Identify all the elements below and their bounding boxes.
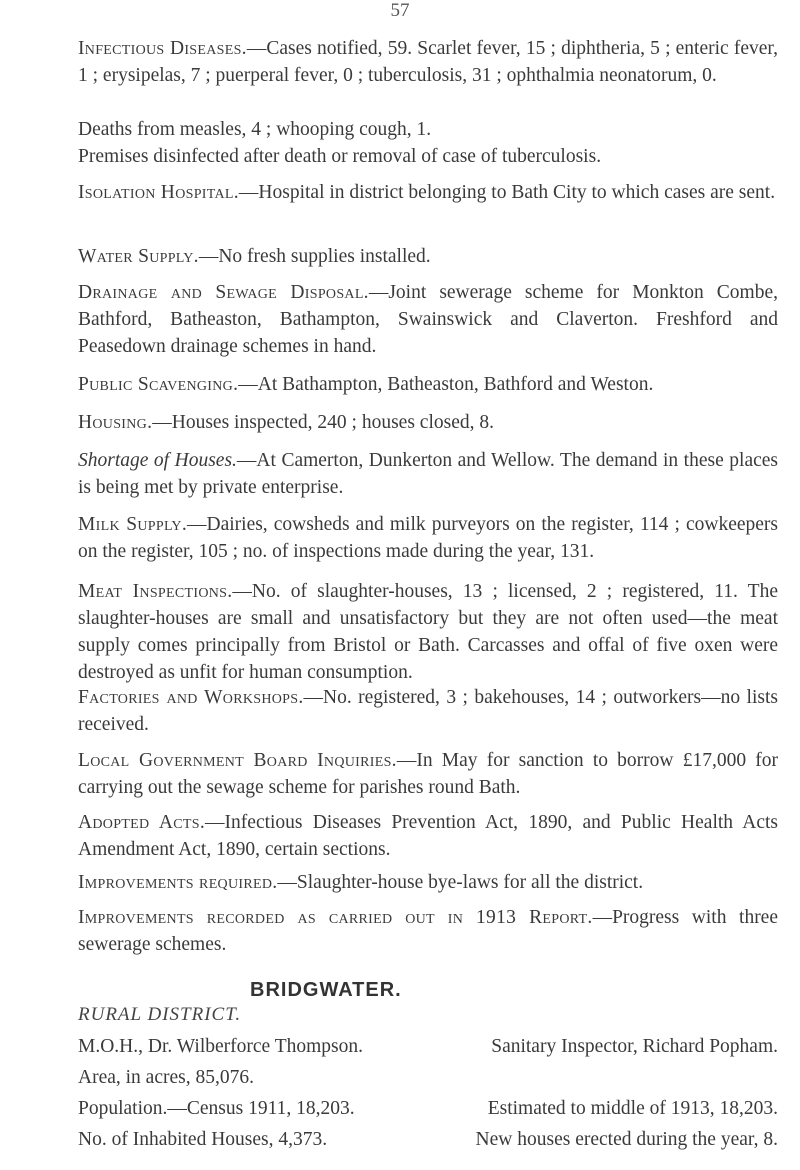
paragraph-factories: Factories and Workshops.—No. registered, 3 ; bakehouses, 14 ; outworkers—no lists received. — [78, 687, 778, 735]
medical-officer: M.O.H., Dr. Wilberforce Thompson. — [78, 1036, 363, 1057]
text-water-supply: No fresh supplies installed. — [218, 246, 431, 267]
heading-isolation-hospital: Isolation Hospital. — [78, 182, 239, 203]
text-shortage-of-houses: At Camerton, Dunkerton and Wellow. The demand in these places is being met by private enterprise. — [78, 450, 778, 498]
paragraph-public-scavenging: Public Scavenging.—At Bathampton, Batheaston, Bathford and Weston. — [78, 374, 654, 395]
text-improvements-recorded: Progress with three sewerage schemes. — [78, 907, 778, 955]
text-drainage: Joint sewerage scheme for Monkton Combe, Bathford, Batheaston, Bathampton, Swainswick and Claverton. Freshford and Peasedown drainage schemes in hand. — [78, 282, 778, 357]
inhabited-houses: No. of Inhabited Houses, 4,373. — [78, 1129, 328, 1150]
paragraph-lgb-inquiries: Local Government Board Inquiries.—In May for sanction to borrow £17,000 for carrying out the sewage scheme for parishes round Bath. — [78, 750, 778, 798]
paragraph-meat-inspections: Meat Inspections.—No. of slaughter-houses, 13 ; licensed, 2 ; registered, 11. The slaughter-houses are small and unsatisfactory but they are not often used—the meat supply comes principally from Bristol or Bath. Carcasses and offal of five oxen were destroyed as unfit for human consumption. — [78, 581, 778, 683]
heading-housing: Housing. — [78, 412, 153, 433]
text-housing: Houses inspected, 240 ; houses closed, 8. — [171, 412, 494, 433]
houses-row — [78, 1126, 778, 1153]
heading-drainage: Drainage and Sewage Disposal. — [78, 282, 369, 303]
paragraph-shortage-of-houses: Shortage of Houses.—At Camerton, Dunkerton and Wellow. The demand in these places is being met by private enterprise. — [78, 450, 778, 498]
population-census: Population.—Census 1911, 18,203. — [78, 1098, 355, 1119]
text-premises: Premises disinfected after death or removal of case of tuberculosis. — [78, 146, 602, 167]
paragraph-milk-supply: Milk Supply.—Dairies, cowsheds and milk purveyors on the register, 114 ; cowkeepers on the register, 105 ; no. of inspections made during the year, 131. — [78, 514, 778, 562]
text-isolation-hospital: Hospital in district belonging to Bath City to which cases are sent. — [258, 182, 776, 203]
paragraph-infectious-diseases: Infectious Diseases.—Cases notified, 59. Scarlet fever, 15 ; diphtheria, 5 ; enteric fever, 1 ; erysipelas, 7 ; puerperal fever, 0 ; tuberculosis, 31 ; ophthalmia neonatorum, 0. — [78, 38, 778, 86]
paragraph-improvements-recorded: Improvements recorded as carried out in 1913 Report.—Progress with three sewerage schemes. — [78, 907, 778, 955]
population-row — [78, 1095, 778, 1122]
text-meat-inspections: No. of slaughter-houses, 13 ; licensed, 2 ; registered, 11. The slaughter-houses are small and unsatisfactory but they are not often used—the meat supply comes principally from Bristol or Bath. Carcasses and offal of five oxen were destroyed as unfit for human consumption. — [78, 581, 778, 683]
heading-adopted-acts: Adopted Acts. — [78, 812, 206, 833]
page-number: 57 — [390, 0, 410, 21]
area-text: Area, in acres, 85,076. — [78, 1067, 254, 1088]
heading-improvements-recorded: Improvements recorded as carried out in 1913 Report. — [78, 907, 593, 928]
paragraph-water-supply: Water Supply.—No fresh supplies installed. — [78, 246, 431, 267]
text-milk-supply: Dairies, cowsheds and milk purveyors on the register, 114 ; cowkeepers on the register, 105 ; no. of inspections made during the year, 131. — [78, 514, 778, 562]
text-lgb-inquiries: In May for sanction to borrow £17,000 for carrying out the sewage scheme for parishes round Bath. — [78, 750, 778, 798]
text-infectious-diseases: Cases notified, 59. Scarlet fever, 15 ; diphtheria, 5 ; enteric fever, 1 ; erysipelas, 7 ; puerperal fever, 0 ; tuberculosis, 31 ; ophthalmia neonatorum, 0. — [78, 38, 778, 86]
heading-meat-inspections: Meat Inspections. — [78, 581, 233, 602]
sanitary-inspector: Sanitary Inspector, Richard Popham. — [491, 1036, 778, 1057]
heading-factories: Factories and Workshops. — [78, 687, 304, 708]
heading-infectious-diseases: Infectious Diseases. — [78, 38, 247, 59]
text-improvements-required: Slaughter-house bye-laws for all the district. — [296, 872, 644, 893]
section-district-heading: RURAL DISTRICT. — [78, 1004, 242, 1025]
heading-lgb-inquiries: Local Government Board Inquiries. — [78, 750, 397, 771]
new-houses: New houses erected during the year, 8. — [475, 1129, 778, 1150]
heading-shortage-of-houses: Shortage of Houses. — [78, 450, 237, 471]
text-adopted-acts: Infectious Diseases Prevention Act, 1890, and Public Health Acts Amendment Act, 1890, certain sections. — [78, 812, 778, 860]
heading-milk-supply: Milk Supply. — [78, 514, 187, 535]
paragraph-housing: Housing.—Houses inspected, 240 ; houses closed, 8. — [78, 412, 494, 433]
text-factories: No. registered, 3 ; bakehouses, 14 ; outworkers—no lists received. — [78, 687, 778, 735]
paragraph-adopted-acts: Adopted Acts.—Infectious Diseases Prevention Act, 1890, and Public Health Acts Amendment Act, 1890, certain sections. — [78, 812, 778, 860]
paragraph-premises — [78, 143, 778, 170]
paragraph-deaths — [78, 116, 778, 143]
section-town-heading: BRIDGWATER. — [250, 979, 402, 1001]
moh-row — [78, 1033, 778, 1060]
heading-improvements-required: Improvements required. — [78, 872, 278, 893]
paragraph-isolation-hospital: Isolation Hospital.—Hospital in district belonging to Bath City to which cases are sent. — [78, 182, 776, 203]
heading-water-supply: Water Supply. — [78, 246, 199, 267]
heading-public-scavenging: Public Scavenging. — [78, 374, 239, 395]
population-estimated: Estimated to middle of 1913, 18,203. — [487, 1098, 778, 1119]
paragraph-improvements-required: Improvements required.—Slaughter-house bye-laws for all the district. — [78, 872, 644, 893]
text-public-scavenging: At Bathampton, Batheaston, Bathford and Weston. — [257, 374, 654, 395]
paragraph-drainage: Drainage and Sewage Disposal.—Joint sewerage scheme for Monkton Combe, Bathford, Batheaston, Bathampton, Swainswick and Claverton. Freshford and Peasedown drainage schemes in hand. — [78, 282, 778, 357]
area-row — [78, 1064, 778, 1091]
text-deaths: Deaths from measles, 4 ; whooping cough, 1. — [78, 119, 432, 140]
